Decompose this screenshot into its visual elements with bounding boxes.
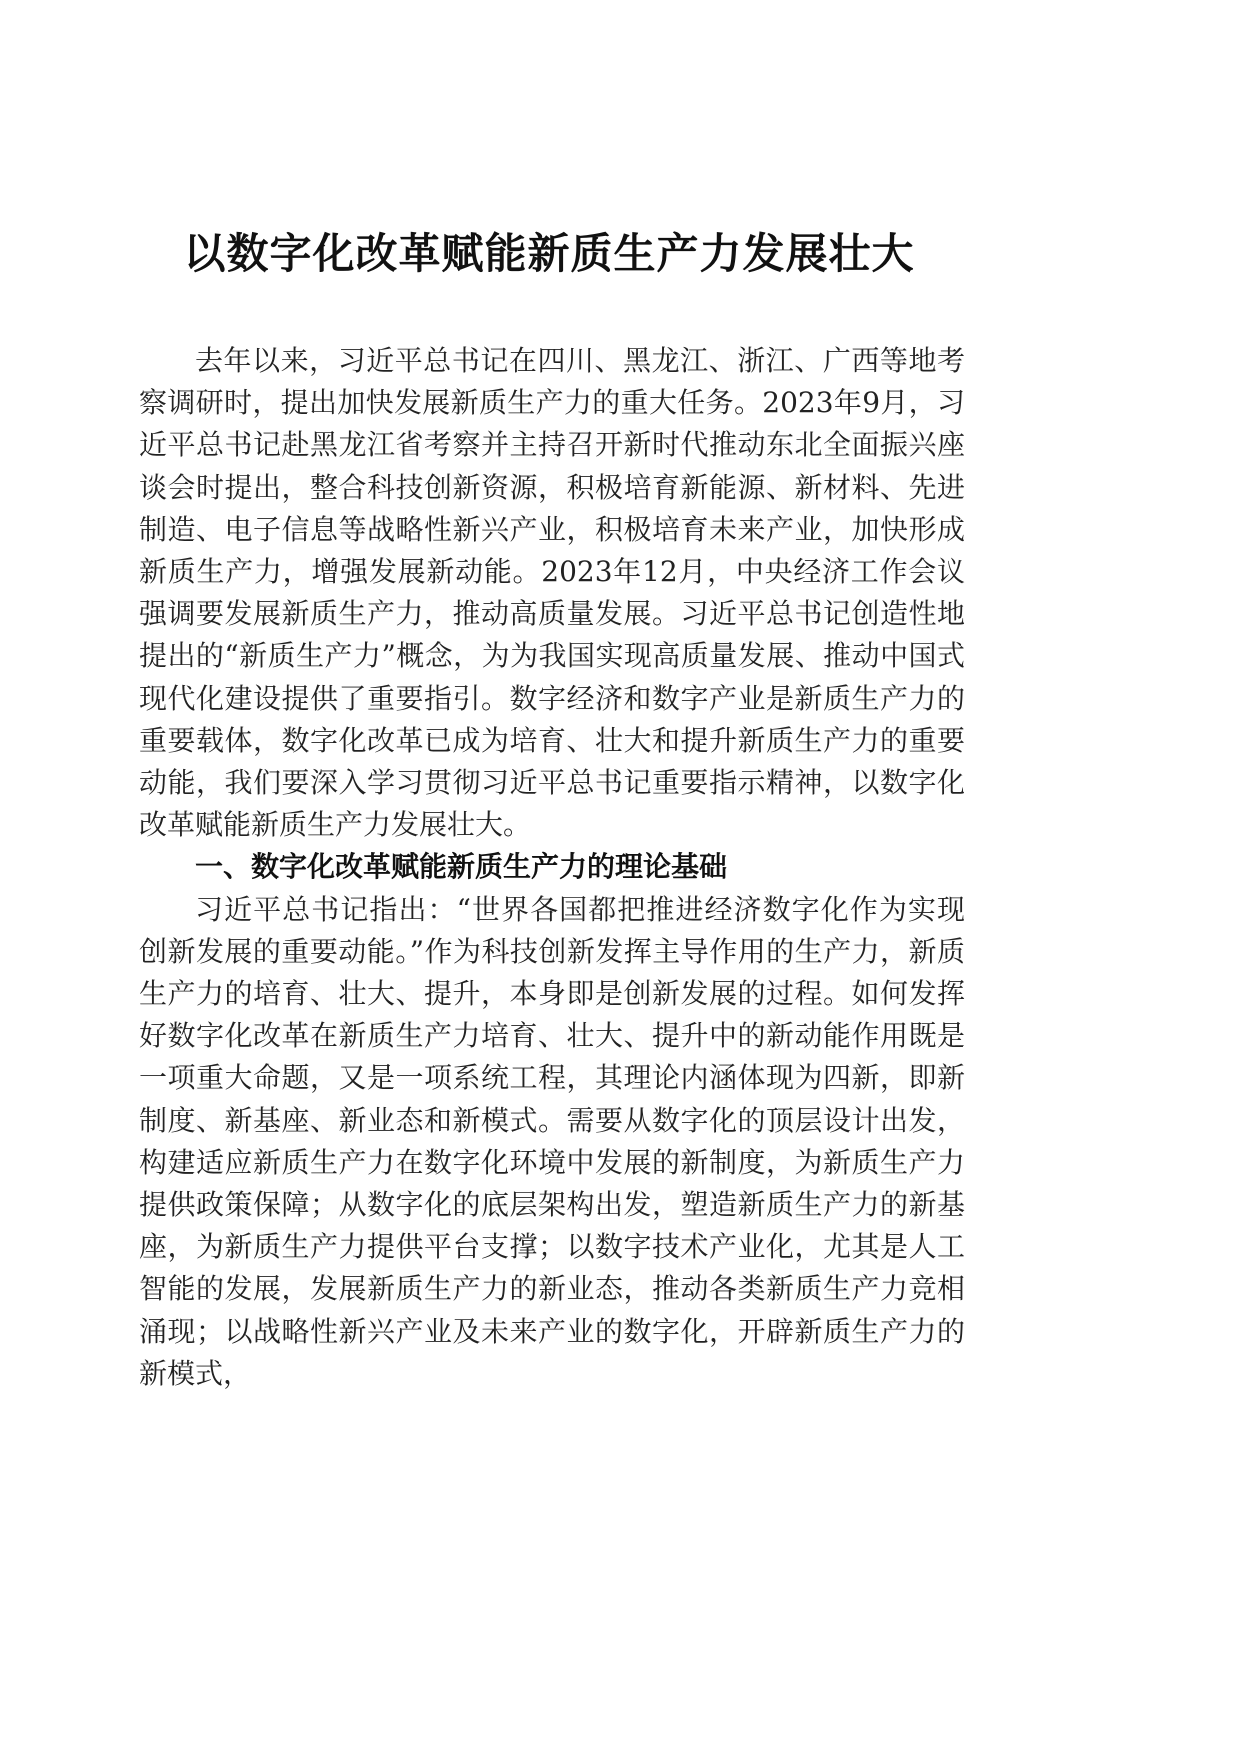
section-heading-1: 一、数字化改革赋能新质生产力的理论基础 (195, 850, 728, 884)
paragraph-theory: 习近平总书记指出：“世界各国都把推进经济数字化作为实现创新发展的重要动能。”作为科技创新发挥主导作用的生产力，新质生产力的培育、壮大、提升，本身即是创新发展的过程。如何发挥好数字化改革在新质生产力培育、壮大、提升中的新动能作用既是一项重大命题，又是一项系统工程，其理论内涵体现为四新，即新制度、新基座、新业态和新模式。需要从数字化的顶层设计出发，构建适应新质生产力在数字化环境中发展的新制度，为新质生产力提供政策保障；从数字化的底层架构出发，塑造新质生产力的新基座，为新质生产力提供平台支撑；以数字技术产业化，尤其是人工智能的发展，发展新质生产力的新业态，推动各类新质生产力竞相涌现；以战略性新兴产业及未来产业的数字化，开辟新质生产力的新模式， (139, 892, 965, 1390)
document-title: 以数字化改革赋能新质生产力发展壮大 (183, 229, 915, 278)
paragraph-intro: 去年以来，习近平总书记在四川、黑龙江、浙江、广西等地考察调研时，提出加快发展新质生产力的重大任务。2023年9月，习近平总书记赴黑龙江省考察并主持召开新时代推动东北全面振兴座谈会时提出，整合科技创新资源，积极培育新能源、新材料、先进制造、电子信息等战略性新兴产业，积极培育未来产业，加快形成新质生产力，增强发展新动能。2023年12月，中央经济工作会议强调要发展新质生产力，推动高质量发展。习近平总书记创造性地提出的“新质生产力”概念，为为我国实现高质量发展、推动中国式现代化建设提供了重要指引。数字经济和数字产业是新质生产力的重要载体，数字化改革已成为培育、壮大和提升新质生产力的重要动能，我们要深入学习贯彻习近平总书记重要指示精神，以数字化改革赋能新质生产力发展壮大。 (139, 344, 965, 842)
document-body (139, 340, 965, 1395)
